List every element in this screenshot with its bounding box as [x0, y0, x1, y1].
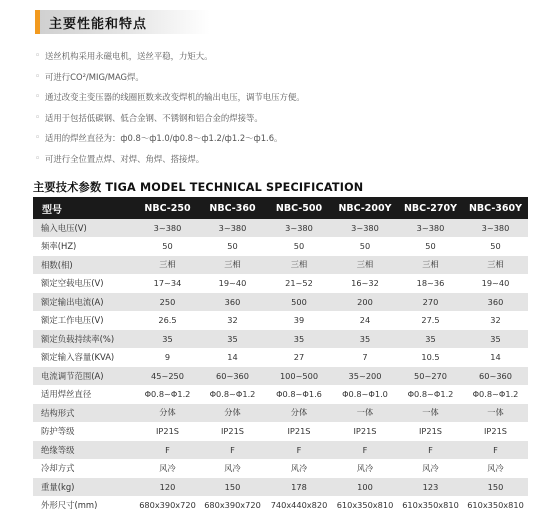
table-cell: 风冷 [332, 459, 398, 478]
feature-text: 可进行全位置点焊、对焊、角焊、搭接焊。 [45, 153, 205, 164]
table-cell: F [266, 441, 332, 460]
feature-item [35, 67, 305, 88]
table-row [33, 274, 528, 293]
table-cell: 100 [332, 478, 398, 497]
table-cell: 14 [199, 348, 266, 367]
table-cell: 50 [463, 237, 528, 256]
table-cell: 17~34 [136, 274, 199, 293]
feature-item [35, 87, 305, 108]
spec-section-title: 主要技术参数 TIGA MODEL TECHNICAL SPECIFICATION [33, 181, 364, 194]
table-cell: 50 [266, 237, 332, 256]
table-row [33, 441, 528, 460]
table-cell: Φ0.8~Φ1.2 [136, 385, 199, 404]
table-cell: 三相 [463, 256, 528, 275]
column-header-nbc-270y: NBC-270Y [398, 197, 463, 219]
table-cell: 680x390x720 [199, 496, 266, 515]
row-label: 额定输入容量(KVA) [33, 348, 136, 367]
table-cell: 35~200 [332, 367, 398, 386]
table-cell: 3~380 [266, 219, 332, 237]
feature-text: 适用于包括低碳钢、低合金钢、不锈钢和铝合金的焊接等。 [45, 112, 263, 123]
table-cell: 270 [398, 293, 463, 312]
feature-item [35, 46, 305, 67]
table-cell: 24 [332, 311, 398, 330]
bullet-icon: ◦ [35, 92, 41, 103]
table-cell: IP21S [199, 422, 266, 441]
table-cell: 50 [332, 237, 398, 256]
table-row [33, 478, 528, 497]
spec-table-body [33, 219, 528, 515]
feature-text: 送丝机构采用永磁电机，送丝平稳，力矩大。 [45, 51, 213, 62]
table-row [33, 367, 528, 386]
table-cell: 610x350x810 [463, 496, 528, 515]
table-cell: F [199, 441, 266, 460]
table-cell: 三相 [398, 256, 463, 275]
row-label: 输入电压(V) [33, 219, 136, 237]
column-header-model: 型号 [33, 197, 136, 219]
table-cell: IP21S [398, 422, 463, 441]
table-cell: IP21S [136, 422, 199, 441]
table-cell: 14 [463, 348, 528, 367]
table-cell: 风冷 [266, 459, 332, 478]
row-label: 结构形式 [33, 404, 136, 423]
table-cell: F [136, 441, 199, 460]
table-cell: 32 [463, 311, 528, 330]
table-cell: IP21S [266, 422, 332, 441]
feature-item [35, 149, 305, 170]
table-cell: 680x390x720 [136, 496, 199, 515]
table-cell: 35 [136, 330, 199, 349]
table-row [33, 293, 528, 312]
table-cell: 19~40 [463, 274, 528, 293]
table-cell: Φ0.8~Φ1.2 [398, 385, 463, 404]
bullet-icon: ◦ [35, 133, 41, 144]
table-cell: 60~360 [199, 367, 266, 386]
table-cell: F [332, 441, 398, 460]
features-section-title: 主要性能和特点 [49, 17, 148, 32]
column-header-nbc-200y: NBC-200Y [332, 197, 398, 219]
row-label: 适用焊丝直径 [33, 385, 136, 404]
table-cell: IP21S [332, 422, 398, 441]
table-cell: 三相 [332, 256, 398, 275]
table-cell: 10.5 [398, 348, 463, 367]
table-cell: IP21S [463, 422, 528, 441]
table-cell: 610x350x810 [398, 496, 463, 515]
column-header-nbc-360y: NBC-360Y [463, 197, 528, 219]
table-cell: 50 [136, 237, 199, 256]
row-label: 外形尺寸(mm) [33, 496, 136, 515]
column-header-nbc-250: NBC-250 [136, 197, 199, 219]
bullet-icon: ◦ [35, 51, 41, 62]
table-cell: 250 [136, 293, 199, 312]
table-cell: 120 [136, 478, 199, 497]
table-cell: 3~380 [136, 219, 199, 237]
column-header-nbc-500: NBC-500 [266, 197, 332, 219]
bullet-icon: ◦ [35, 153, 41, 164]
feature-text: 可进行CO²/MIG/MAG焊。 [45, 71, 144, 82]
table-row [33, 219, 528, 237]
table-cell: 风冷 [199, 459, 266, 478]
row-label: 额定工作电压(V) [33, 311, 136, 330]
table-row [33, 404, 528, 423]
table-cell: 610x350x810 [332, 496, 398, 515]
table-cell: 45~250 [136, 367, 199, 386]
table-cell: 3~380 [332, 219, 398, 237]
table-cell: 150 [463, 478, 528, 497]
table-cell: 123 [398, 478, 463, 497]
row-label: 相数(相) [33, 256, 136, 275]
table-cell: 19~40 [199, 274, 266, 293]
bullet-icon: ◦ [35, 112, 41, 123]
table-cell: 16~32 [332, 274, 398, 293]
table-cell: 32 [199, 311, 266, 330]
table-cell: 分体 [266, 404, 332, 423]
table-cell: 3~380 [463, 219, 528, 237]
table-cell: 分体 [136, 404, 199, 423]
feature-text: 适用的焊丝直径为：ф0.8～ф1.0/ф0.8～ф1.2/ф1.2～ф1.6。 [45, 133, 283, 144]
table-row [33, 459, 528, 478]
table-cell: 风冷 [398, 459, 463, 478]
table-row [33, 330, 528, 349]
table-cell: 50 [199, 237, 266, 256]
table-cell: 360 [463, 293, 528, 312]
section-accent-bar [35, 10, 40, 34]
table-cell: 50~270 [398, 367, 463, 386]
table-cell: 35 [199, 330, 266, 349]
row-label: 重量(kg) [33, 478, 136, 497]
table-cell: 200 [332, 293, 398, 312]
table-cell: 三相 [136, 256, 199, 275]
feature-item [35, 108, 305, 129]
table-cell: 分体 [199, 404, 266, 423]
table-cell: 26.5 [136, 311, 199, 330]
table-cell: 35 [463, 330, 528, 349]
table-cell: 740x440x820 [266, 496, 332, 515]
bullet-icon: ◦ [35, 71, 41, 82]
table-cell: 35 [332, 330, 398, 349]
row-label: 额定输出电流(A) [33, 293, 136, 312]
table-cell: 150 [199, 478, 266, 497]
table-cell: 39 [266, 311, 332, 330]
table-row [33, 348, 528, 367]
table-cell: 3~380 [199, 219, 266, 237]
table-cell: 27.5 [398, 311, 463, 330]
spec-table-header [33, 197, 528, 219]
spec-table [33, 197, 528, 515]
table-cell: F [398, 441, 463, 460]
table-row [33, 256, 528, 275]
table-cell: 500 [266, 293, 332, 312]
feature-text: 通过改变主变压器的线圈匝数来改变焊机的输出电压，调节电压方便。 [45, 92, 305, 103]
column-header-nbc-360: NBC-360 [199, 197, 266, 219]
table-cell: 27 [266, 348, 332, 367]
table-row [33, 496, 528, 515]
table-cell: Φ0.8~Φ1.2 [463, 385, 528, 404]
table-cell: 18~36 [398, 274, 463, 293]
table-row [33, 422, 528, 441]
table-cell: 三相 [199, 256, 266, 275]
row-label: 冷却方式 [33, 459, 136, 478]
row-label: 频率(HZ) [33, 237, 136, 256]
table-cell: 风冷 [463, 459, 528, 478]
row-label: 额定空载电压(V) [33, 274, 136, 293]
features-list [35, 46, 305, 169]
feature-item [35, 128, 305, 149]
table-cell: 一体 [463, 404, 528, 423]
table-cell: 35 [398, 330, 463, 349]
table-cell: 三相 [266, 256, 332, 275]
table-cell: Φ0.8~Φ1.0 [332, 385, 398, 404]
row-label: 绝缘等级 [33, 441, 136, 460]
table-row [33, 385, 528, 404]
table-cell: 50 [398, 237, 463, 256]
row-label: 防护等级 [33, 422, 136, 441]
table-cell: 3~380 [398, 219, 463, 237]
table-cell: 35 [266, 330, 332, 349]
table-cell: 一体 [398, 404, 463, 423]
table-cell: 9 [136, 348, 199, 367]
features-section-header [35, 10, 210, 34]
table-cell: 60~360 [463, 367, 528, 386]
row-label: 额定负载持续率(%) [33, 330, 136, 349]
table-cell: 7 [332, 348, 398, 367]
table-cell: 风冷 [136, 459, 199, 478]
table-cell: 178 [266, 478, 332, 497]
row-label: 电流调节范围(A) [33, 367, 136, 386]
table-cell: Φ0.8~Φ1.2 [199, 385, 266, 404]
table-cell: 100~500 [266, 367, 332, 386]
table-cell: 一体 [332, 404, 398, 423]
table-cell: Φ0.8~Φ1.6 [266, 385, 332, 404]
table-cell: 21~52 [266, 274, 332, 293]
table-row [33, 311, 528, 330]
table-cell: 360 [199, 293, 266, 312]
table-row [33, 237, 528, 256]
table-cell: F [463, 441, 528, 460]
